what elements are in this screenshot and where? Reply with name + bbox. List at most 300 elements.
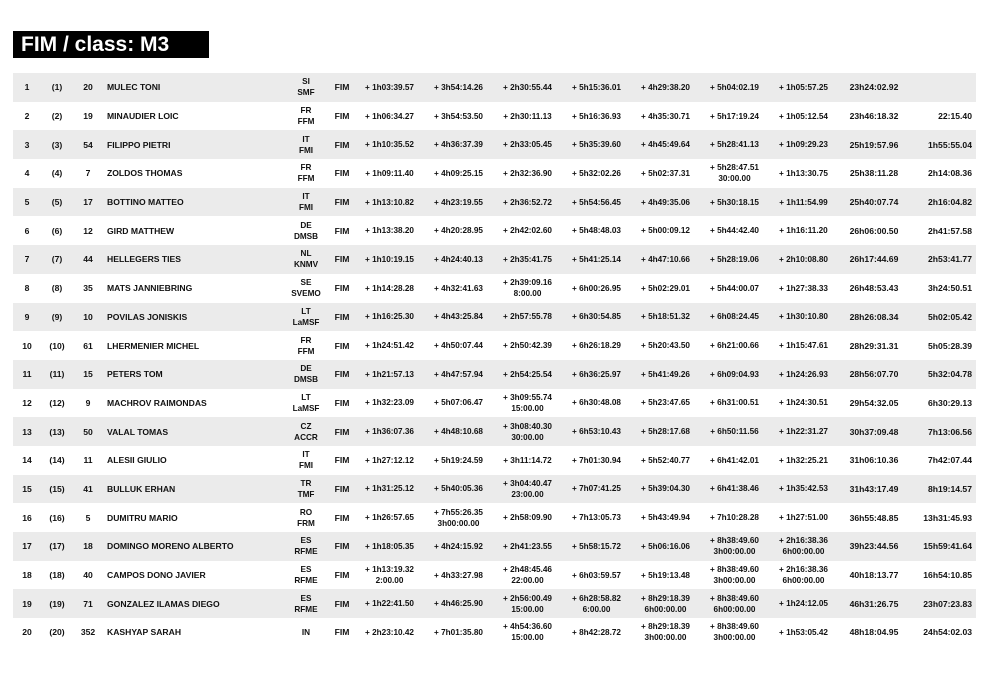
nation-code: TR (300, 478, 312, 488)
nation-code: IT (302, 450, 310, 460)
stage-time-cell (562, 331, 631, 360)
stage-time: + 6h28:58.82 (572, 593, 621, 603)
stage-time: + 8h38:49.60 (710, 536, 759, 546)
stage-time-cell (700, 188, 769, 217)
gap-cell: 23h07:23.83 (910, 589, 976, 618)
stage-time: + 1h18:05.35 (365, 541, 414, 551)
stage-time: + 5h52:40.77 (641, 455, 690, 465)
stage-time-cell (769, 159, 838, 188)
bib-number-cell: 54 (73, 130, 103, 159)
club-code: RFME (294, 576, 318, 586)
class-position-cell: (15) (41, 475, 73, 504)
bib-number-cell: 71 (73, 589, 103, 618)
stage-time-cell (355, 303, 424, 332)
stage-time-cell (562, 389, 631, 418)
stage-time-cell (493, 73, 562, 102)
stage-time-cell (631, 417, 700, 446)
stage-time-cell (424, 303, 493, 332)
stage-time: + 2h39:09.16 (503, 278, 552, 288)
club-code: SVEMO (291, 289, 321, 299)
stage-time: + 2h54:25.54 (503, 369, 552, 379)
stage-time-cell (769, 274, 838, 303)
stage-time: + 6h41:42.01 (710, 455, 759, 465)
stage-time: + 3h08:40.30 (503, 421, 552, 431)
stage-time-cell (355, 360, 424, 389)
stage-time-cell (424, 159, 493, 188)
stage-time: + 5h23:47.65 (641, 398, 690, 408)
stage-time-cell (355, 503, 424, 532)
stage-time: + 6h36:25.97 (572, 369, 621, 379)
stage-time: + 1h30:10.80 (779, 312, 828, 322)
stage-time-cell (493, 589, 562, 618)
position-cell: 3 (13, 130, 41, 159)
stage-time-cell (631, 475, 700, 504)
stage-time-cell (424, 331, 493, 360)
position-cell: 6 (13, 216, 41, 245)
stage-time-cell (562, 417, 631, 446)
bib-number-cell: 44 (73, 245, 103, 274)
table-row (13, 159, 976, 188)
stage-time: + 5h18:51.32 (641, 312, 690, 322)
rider-name-cell: GIRD MATTHEW (103, 216, 283, 245)
bib-number-cell: 18 (73, 532, 103, 561)
rider-name-cell: HELLEGERS TIES (103, 245, 283, 274)
class-position-cell: (18) (41, 561, 73, 590)
stage-time-cell (424, 188, 493, 217)
stage-time-cell (769, 589, 838, 618)
stage-time-cell (493, 130, 562, 159)
stage-time: + 2h16:38.36 (779, 536, 828, 546)
stage-time-cell (562, 73, 631, 102)
stage-time-cell (769, 446, 838, 475)
stage-time: + 3h54:14.26 (434, 82, 483, 92)
stage-time-cell (769, 188, 838, 217)
stage-time-cell (493, 417, 562, 446)
class-position-cell: (7) (41, 245, 73, 274)
stage-time-cell (769, 216, 838, 245)
class-position-cell: (14) (41, 446, 73, 475)
class-position-cell: (17) (41, 532, 73, 561)
stage-time-cell (631, 245, 700, 274)
nation-code: FR (300, 106, 312, 116)
bib-number-cell: 7 (73, 159, 103, 188)
stage-time: + 3h04:40.47 (503, 478, 552, 488)
position-cell: 8 (13, 274, 41, 303)
class-position-cell: (10) (41, 331, 73, 360)
club-code: FFM (297, 346, 315, 356)
stage-time: + 6h03:59.57 (572, 570, 621, 580)
table-row (13, 589, 976, 618)
stage-time: + 6h30:54.85 (572, 312, 621, 322)
table-row (13, 561, 976, 590)
stage-time: + 8h42:28.72 (572, 627, 621, 637)
stage-time: + 5h00:09.12 (641, 226, 690, 236)
stage-penalty: 15:00.00 (511, 633, 544, 643)
position-cell: 15 (13, 475, 41, 504)
stage-time-cell (631, 561, 700, 590)
gap-cell: 5h02:05.42 (910, 303, 976, 332)
stage-time: + 1h27:12.12 (365, 455, 414, 465)
stage-time-cell (355, 245, 424, 274)
stage-time-cell (493, 331, 562, 360)
stage-time: + 4h24:40.13 (434, 254, 483, 264)
class-position-cell: (5) (41, 188, 73, 217)
stage-time-cell (562, 303, 631, 332)
nation-code: ES (300, 536, 312, 546)
class-position-cell: (6) (41, 216, 73, 245)
stage-time-cell (493, 159, 562, 188)
stage-time-cell (631, 503, 700, 532)
stage-time: + 2h36:52.72 (503, 197, 552, 207)
stage-time-cell (493, 475, 562, 504)
stage-time: + 6h31:00.51 (710, 398, 759, 408)
federation-cell: FIM (329, 331, 355, 360)
stage-time-cell (631, 159, 700, 188)
position-cell: 1 (13, 73, 41, 102)
stage-time-cell (769, 503, 838, 532)
nation-code: CZ (300, 421, 312, 431)
rider-name-cell: ALESII GIULIO (103, 446, 283, 475)
stage-time-cell (493, 532, 562, 561)
gap-cell: 5h05:28.39 (910, 331, 976, 360)
stage-time: + 7h01:35.80 (434, 627, 483, 637)
stage-time: + 6h08:24.45 (710, 312, 759, 322)
position-cell: 2 (13, 102, 41, 131)
federation-cell: FIM (329, 389, 355, 418)
stage-time: + 7h13:05.73 (572, 513, 621, 523)
stage-time: + 4h50:07.44 (434, 341, 483, 351)
gap-cell: 5h32:04.78 (910, 360, 976, 389)
stage-time: + 1h32:25.21 (779, 455, 828, 465)
stage-time-cell (700, 303, 769, 332)
stage-penalty: 6h00:00.00 (713, 604, 756, 614)
federation-cell: FIM (329, 475, 355, 504)
stage-time-cell (424, 274, 493, 303)
position-cell: 5 (13, 188, 41, 217)
gap-cell: 1h55:55.04 (910, 130, 976, 159)
stage-time: + 4h49:35.06 (641, 197, 690, 207)
stage-time-cell (700, 532, 769, 561)
stage-time-cell (700, 245, 769, 274)
stage-time-cell (355, 188, 424, 217)
gap-cell: 24h54:02.03 (910, 618, 976, 647)
stage-time: + 1h09:11.40 (365, 168, 414, 178)
stage-time-cell (355, 130, 424, 159)
gap-cell: 7h42:07.44 (910, 446, 976, 475)
stage-time: + 2h33:05.45 (503, 140, 552, 150)
stage-time: + 4h33:27.98 (434, 570, 483, 580)
stage-time-cell (631, 102, 700, 131)
stage-time: + 2h16:38.36 (779, 565, 828, 575)
gap-cell: 8h19:14.57 (910, 475, 976, 504)
stage-time: + 1h35:42.53 (779, 484, 828, 494)
federation-cell: FIM (329, 503, 355, 532)
rider-name-cell: KASHYAP SARAH (103, 618, 283, 647)
gap-cell: 6h30:29.13 (910, 389, 976, 418)
nation-code: ES (300, 565, 312, 575)
federation-cell: FIM (329, 188, 355, 217)
stage-time: + 2h23:10.42 (365, 627, 414, 637)
total-time-cell: 40h18:13.77 (838, 561, 910, 590)
stage-time: + 5h54:56.45 (572, 197, 621, 207)
stage-time: + 2h30:11.13 (503, 111, 552, 121)
table-row (13, 417, 976, 446)
stage-time: + 5h19:24.59 (434, 455, 483, 465)
stage-time-cell (424, 532, 493, 561)
rider-name-cell: DUMITRU MARIO (103, 503, 283, 532)
stage-time-cell (493, 245, 562, 274)
stage-penalty: 6h00:00.00 (782, 576, 825, 586)
nation-club-cell (283, 245, 329, 274)
stage-time-cell (700, 331, 769, 360)
nation-club-cell (283, 331, 329, 360)
stage-time-cell (631, 618, 700, 647)
gap-cell: 15h59:41.64 (910, 532, 976, 561)
total-time-cell: 26h06:00.50 (838, 216, 910, 245)
nation-club-cell (283, 216, 329, 245)
stage-time-cell (631, 532, 700, 561)
stage-time-cell (355, 73, 424, 102)
stage-time: + 5h28:19.06 (710, 254, 759, 264)
stage-time: + 1h24:51.42 (365, 341, 414, 351)
table-row (13, 446, 976, 475)
position-cell: 10 (13, 331, 41, 360)
stage-time: + 1h10:19.15 (365, 254, 414, 264)
stage-time-cell (769, 475, 838, 504)
federation-cell: FIM (329, 618, 355, 647)
stage-penalty: 6h00:00.00 (644, 604, 687, 614)
stage-penalty: 15:00.00 (511, 604, 544, 614)
club-code: RFME (294, 547, 318, 557)
nation-club-cell (283, 188, 329, 217)
stage-time-cell (700, 274, 769, 303)
total-time-cell: 26h48:53.43 (838, 274, 910, 303)
stage-time: + 1h15:47.61 (779, 341, 828, 351)
stage-time-cell (493, 102, 562, 131)
bib-number-cell: 35 (73, 274, 103, 303)
stage-time-cell (424, 216, 493, 245)
federation-cell: FIM (329, 102, 355, 131)
nation-code: LT (301, 392, 311, 402)
position-cell: 11 (13, 360, 41, 389)
stage-time-cell (700, 446, 769, 475)
stage-time: + 5h19:13.48 (641, 570, 690, 580)
stage-time: + 1h22:41.50 (365, 599, 414, 609)
nation-club-cell (283, 589, 329, 618)
rider-name-cell: POVILAS JONISKIS (103, 303, 283, 332)
nation-code: LT (301, 306, 311, 316)
class-position-cell: (20) (41, 618, 73, 647)
stage-time-cell (355, 102, 424, 131)
stage-time-cell (355, 618, 424, 647)
stage-time-cell (562, 532, 631, 561)
stage-time-cell (700, 102, 769, 131)
stage-time-cell (700, 618, 769, 647)
rider-name-cell: MINAUDIER LOIC (103, 102, 283, 131)
stage-time-cell (769, 389, 838, 418)
bib-number-cell: 40 (73, 561, 103, 590)
nation-club-cell (283, 618, 329, 647)
table-row (13, 618, 976, 647)
club-code: FRM (297, 518, 315, 528)
stage-time: + 1h27:51.00 (779, 513, 828, 523)
rider-name-cell: FILIPPO PIETRI (103, 130, 283, 159)
table-row (13, 73, 976, 102)
stage-penalty: 6:00.00 (582, 604, 611, 614)
total-time-cell: 28h26:08.34 (838, 303, 910, 332)
stage-time: + 1h24:30.51 (779, 398, 828, 408)
stage-time: + 1h11:54.99 (779, 197, 828, 207)
nation-code: DE (300, 364, 312, 374)
stage-time-cell (493, 561, 562, 590)
table-row (13, 188, 976, 217)
stage-time: + 2h58:09.90 (503, 513, 552, 523)
nation-code: IN (301, 627, 311, 637)
class-position-cell: (8) (41, 274, 73, 303)
stage-time: + 1h24:12.05 (779, 599, 828, 609)
stage-time-cell (631, 331, 700, 360)
stage-time: + 5h35:39.60 (572, 140, 621, 150)
stage-time-cell (769, 73, 838, 102)
table-row (13, 360, 976, 389)
bib-number-cell: 10 (73, 303, 103, 332)
stage-time: + 2h10:08.80 (779, 254, 828, 264)
table-row (13, 475, 976, 504)
gap-cell: 7h13:06.56 (910, 417, 976, 446)
stage-time: + 3h09:55.74 (503, 392, 552, 402)
club-code: FMI (298, 461, 314, 471)
stage-time: + 7h01:30.94 (572, 455, 621, 465)
table-row (13, 245, 976, 274)
stage-time-cell (562, 188, 631, 217)
stage-time-cell (562, 618, 631, 647)
stage-penalty: 3h00:00.00 (713, 633, 756, 643)
bib-number-cell: 41 (73, 475, 103, 504)
total-time-cell: 23h46:18.32 (838, 102, 910, 131)
stage-time: + 5h15:36.01 (572, 82, 621, 92)
stage-time-cell (355, 532, 424, 561)
nation-club-cell (283, 532, 329, 561)
stage-time: + 5h28:41.13 (710, 140, 759, 150)
stage-time: + 1h16:11.20 (779, 226, 828, 236)
federation-cell: FIM (329, 589, 355, 618)
stage-time-cell (424, 475, 493, 504)
stage-time-cell (562, 102, 631, 131)
club-code: LaMSF (292, 403, 320, 413)
stage-time: + 3h11:14.72 (503, 455, 552, 465)
table-row (13, 102, 976, 131)
stage-penalty: 3h00:00.00 (644, 633, 687, 643)
class-position-cell: (9) (41, 303, 73, 332)
stage-time: + 5h04:02.19 (710, 82, 759, 92)
stage-time: + 7h10:28.28 (710, 513, 759, 523)
gap-cell (910, 73, 976, 102)
position-cell: 18 (13, 561, 41, 590)
nation-code: IT (302, 192, 310, 202)
bib-number-cell: 50 (73, 417, 103, 446)
stage-time: + 4h23:19.55 (434, 197, 483, 207)
stage-time: + 1h32:23.09 (365, 398, 414, 408)
club-code: TMF (297, 489, 315, 499)
stage-time-cell (355, 159, 424, 188)
stage-time: + 4h32:41.63 (434, 283, 483, 293)
club-code: FFM (297, 117, 315, 127)
stage-time-cell (424, 389, 493, 418)
stage-time-cell (769, 303, 838, 332)
nation-club-cell (283, 446, 329, 475)
club-code: SMF (297, 88, 315, 98)
class-position-cell: (1) (41, 73, 73, 102)
stage-time: + 6h53:10.43 (572, 427, 621, 437)
nation-code: SI (302, 77, 310, 87)
stage-time: + 6h30:48.08 (572, 398, 621, 408)
stage-time: + 2h30:55.44 (503, 82, 552, 92)
stage-time: + 2h35:41.75 (503, 254, 552, 264)
stage-time: + 5h41:49.26 (641, 369, 690, 379)
stage-time: + 1h13:30.75 (779, 168, 828, 178)
total-time-cell: 28h29:31.31 (838, 331, 910, 360)
stage-time-cell (700, 130, 769, 159)
stage-time: + 8h38:49.60 (710, 593, 759, 603)
stage-penalty: 22:00.00 (511, 576, 544, 586)
stage-time: + 4h29:38.20 (641, 82, 690, 92)
stage-time-cell (424, 360, 493, 389)
stage-time-cell (493, 389, 562, 418)
stage-time-cell (700, 159, 769, 188)
total-time-cell: 31h43:17.49 (838, 475, 910, 504)
federation-cell: FIM (329, 303, 355, 332)
stage-time: + 1h16:25.30 (365, 312, 414, 322)
stage-time-cell (769, 331, 838, 360)
federation-cell: FIM (329, 245, 355, 274)
stage-time: + 6h00:26.95 (572, 283, 621, 293)
total-time-cell: 28h56:07.70 (838, 360, 910, 389)
stage-time: + 4h20:28.95 (434, 226, 483, 236)
stage-time: + 2h57:55.78 (503, 312, 552, 322)
stage-time-cell (355, 274, 424, 303)
federation-cell: FIM (329, 73, 355, 102)
stage-time-cell (562, 589, 631, 618)
nation-club-cell (283, 561, 329, 590)
gap-cell: 2h41:57.58 (910, 216, 976, 245)
stage-time: + 1h24:26.93 (779, 369, 828, 379)
stage-time: + 4h09:25.15 (434, 168, 483, 178)
stage-time: + 4h54:36.60 (503, 622, 552, 632)
position-cell: 13 (13, 417, 41, 446)
bib-number-cell: 17 (73, 188, 103, 217)
nation-club-cell (283, 360, 329, 389)
stage-time: + 1h14:28.28 (365, 283, 414, 293)
stage-time: + 1h27:38.33 (779, 283, 828, 293)
stage-time: + 2h50:42.39 (503, 341, 552, 351)
stage-time-cell (631, 73, 700, 102)
federation-cell: FIM (329, 216, 355, 245)
stage-time: + 5h32:02.26 (572, 168, 621, 178)
stage-time: + 1h36:07.36 (365, 427, 414, 437)
stage-time-cell (355, 389, 424, 418)
bib-number-cell: 19 (73, 102, 103, 131)
stage-time: + 4h47:10.66 (641, 254, 690, 264)
stage-penalty: 30:00.00 (718, 174, 751, 184)
stage-time-cell (769, 102, 838, 131)
stage-time: + 6h09:04.93 (710, 369, 759, 379)
rider-name-cell: PETERS TOM (103, 360, 283, 389)
stage-time-cell (355, 216, 424, 245)
stage-penalty: 3h00:00.00 (437, 518, 480, 528)
table-row (13, 274, 976, 303)
stage-penalty: 8:00.00 (513, 289, 542, 299)
stage-time: + 4h43:25.84 (434, 312, 483, 322)
